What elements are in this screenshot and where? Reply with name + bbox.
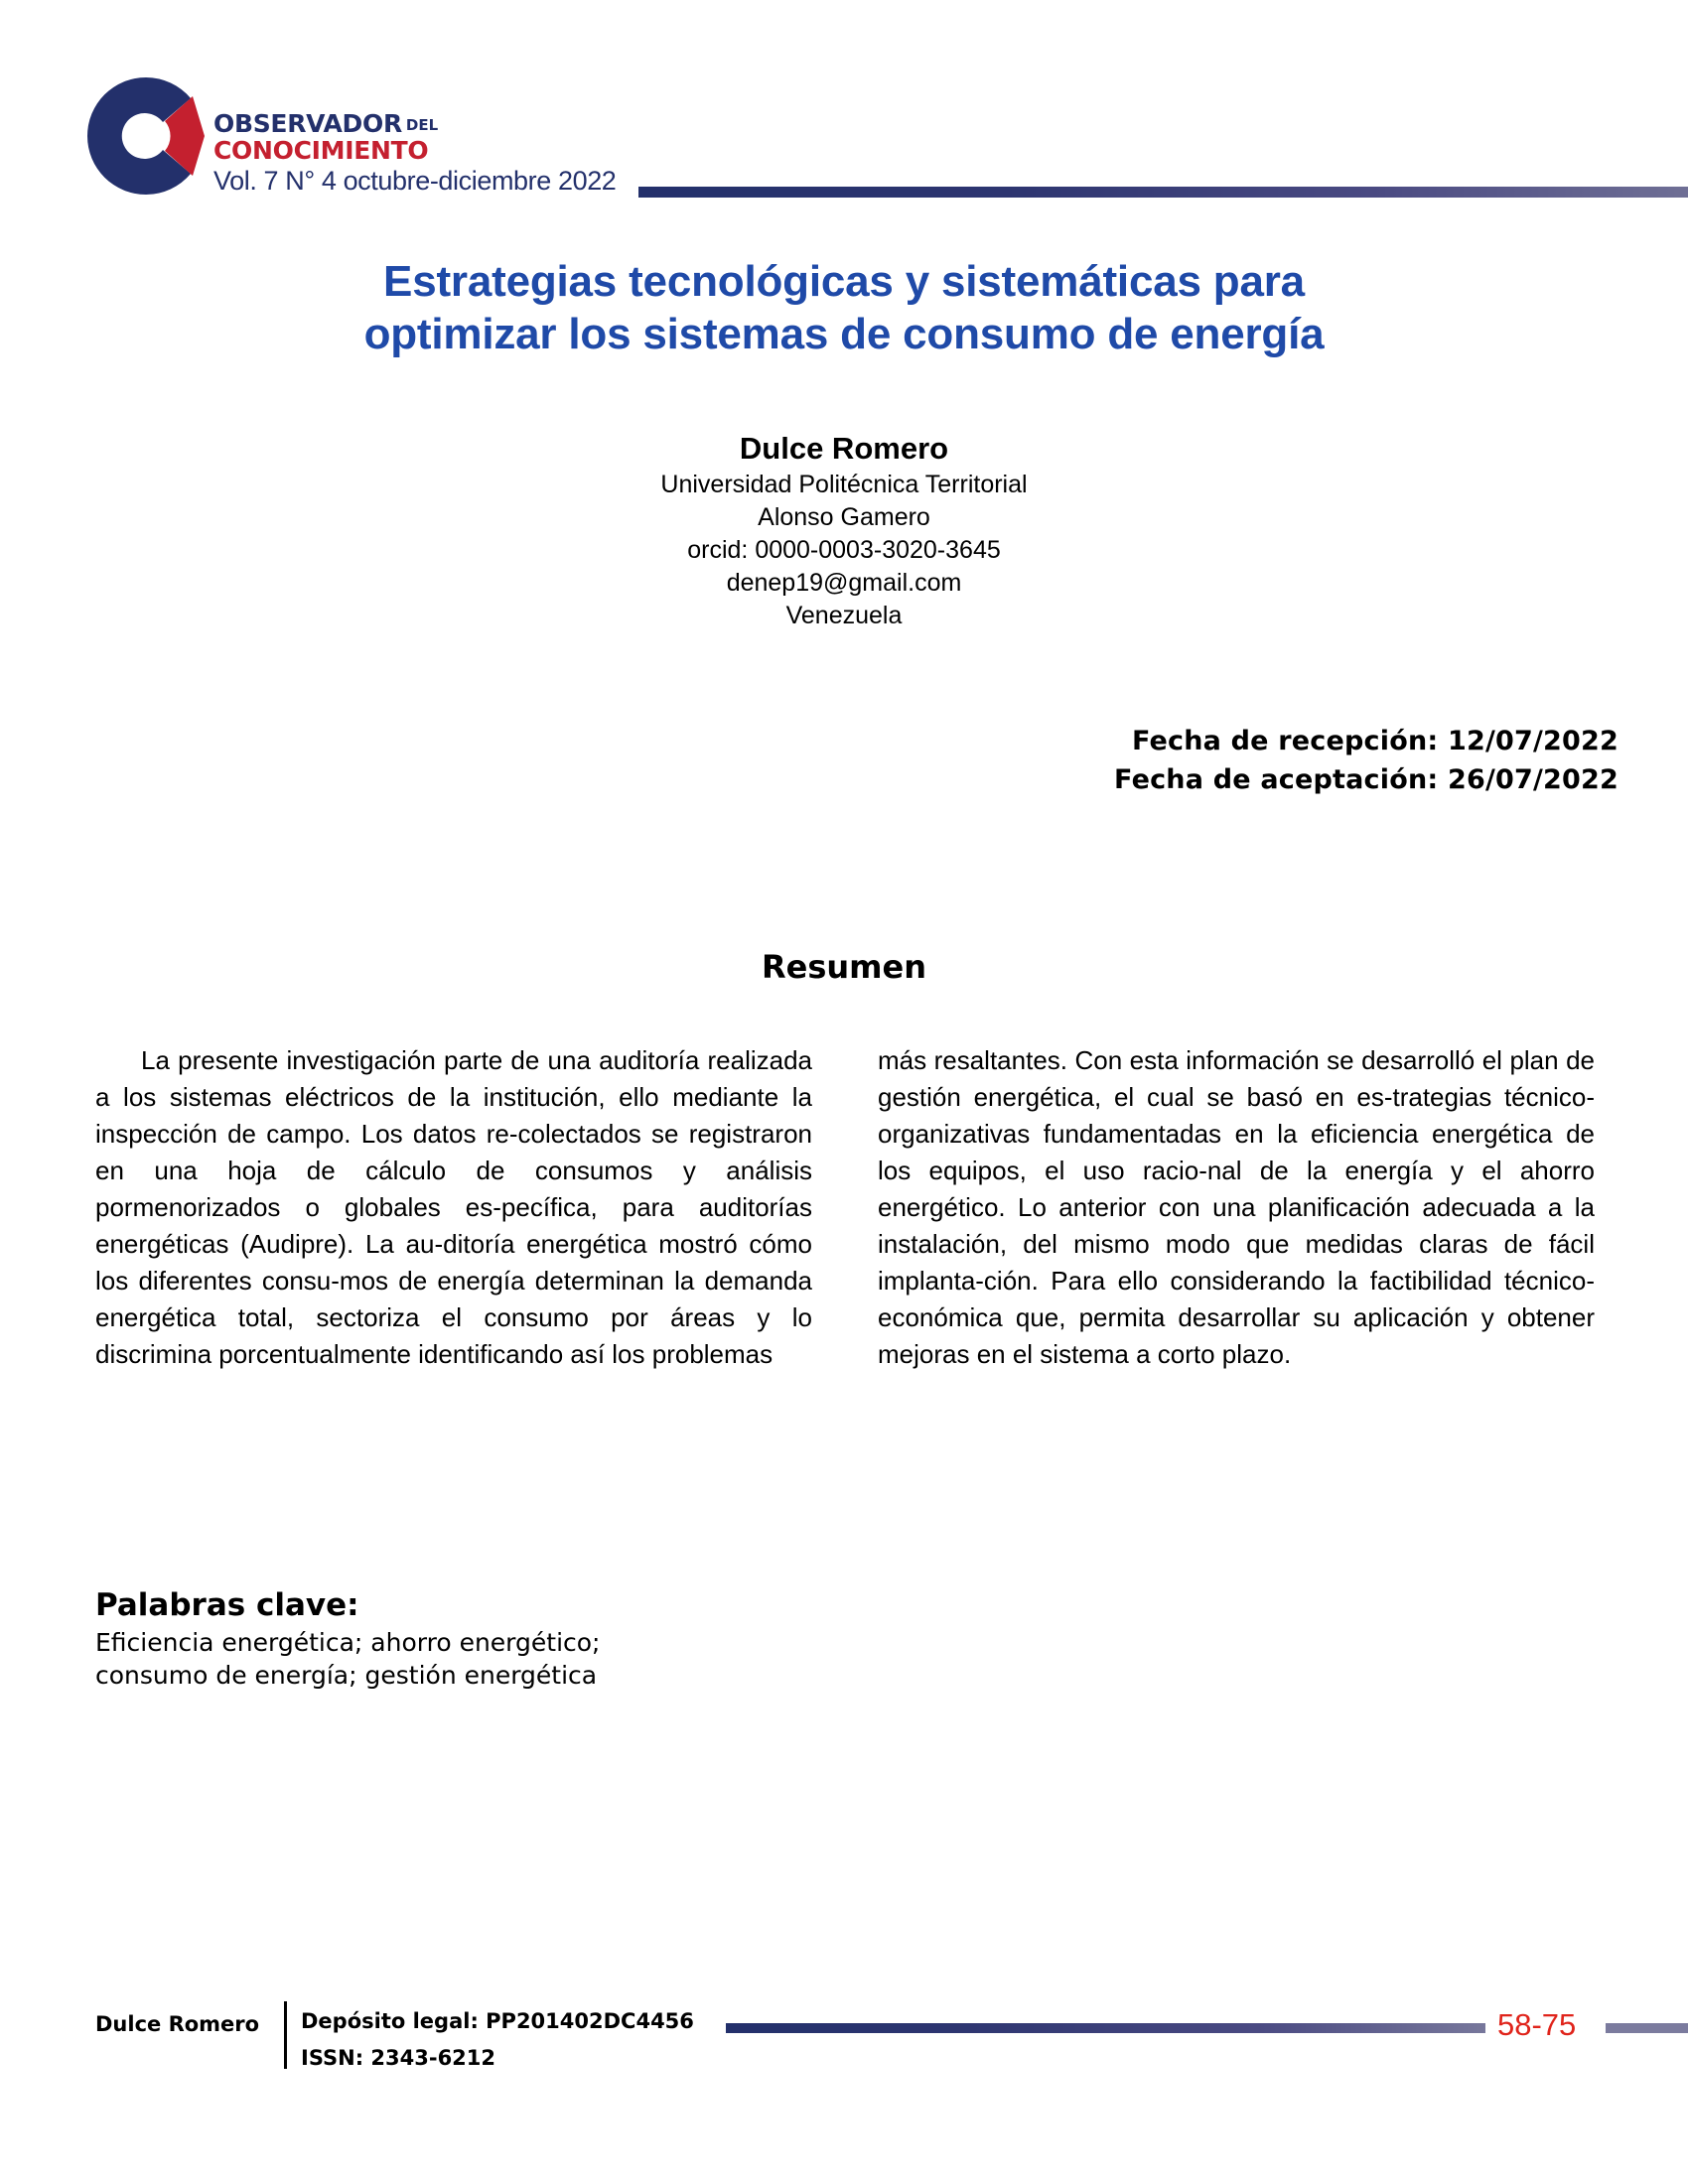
author-affiliation-line-1: Universidad Politécnica Territorial	[660, 471, 1028, 499]
author-block	[149, 429, 1539, 632]
abstract-paragraph-right: más resaltantes. Con esta información se desarrolló el plan de gestión energética, el cual se basó en es-trategias técnico-organizativas fundamentadas en la eficiencia energética de los equipos, el uso racio-nal de la energía y el ahorro energético. Lo anterior con una planificación adecuada a la instalación, del mismo modo que medidas claras de fácil implanta-ción. Para ello considerando la factibilidad técnico-económica que, permita desarrollar su aplicación y obtener mejoras en el sistema a corto plazo.	[878, 1045, 1595, 1370]
date-reception: Fecha de recepción: 12/07/2022	[1131, 726, 1618, 756]
page-footer	[0, 1981, 1688, 2101]
masthead-rule	[638, 187, 1688, 198]
author-orcid: orcid: 0000-0003-3020-3645	[687, 536, 1001, 565]
author-email: denep19@gmail.com	[726, 569, 962, 598]
footer-deposito-legal: Depósito legal: PP201402DC4456	[301, 2009, 694, 2033]
abstract-body	[95, 1042, 1595, 1373]
keywords-label: Palabras clave:	[95, 1587, 359, 1623]
wordmark-del: DEL	[405, 116, 439, 134]
footer-rule-end	[1606, 2023, 1688, 2033]
date-acceptance: Fecha de aceptación: 26/07/2022	[1114, 763, 1618, 795]
page-title	[149, 256, 1539, 361]
abstract-paragraph-left: La presente investigación parte de una auditoría realizada a los sistemas eléctricos de la institución, ello mediante la inspección de campo. Los datos re-colectados se registraron en una hoja de cálculo de consumos y análisis pormenorizados o globales es-pecífica, para auditorías energéticas (Audipre). La au-ditoría energética mostró cómo los diferentes consu-mos de energía determinan la demanda energética total, sectoriza el consumo por áreas y lo discrimina porcentualmente identificando así los problemas	[95, 1045, 812, 1370]
masthead-wordmark	[213, 111, 616, 195]
wordmark-conocimiento: CONOCIMIENTO	[213, 136, 429, 165]
footer-author: Dulce Romero	[95, 2012, 260, 2036]
author-name: Dulce Romero	[739, 431, 949, 466]
footer-rule	[726, 2023, 1485, 2033]
abstract-column-left	[95, 1042, 812, 1373]
masthead-issue: Vol. 7 N° 4 octubre-diciembre 2022	[213, 166, 617, 196]
footer-divider	[284, 2001, 287, 2069]
submission-dates	[1114, 723, 1618, 800]
abstract-column-right	[878, 1042, 1595, 1373]
abstract-heading: Resumen	[762, 948, 926, 986]
keywords-block	[95, 1586, 810, 1693]
masthead	[0, 0, 1688, 208]
author-country: Venezuela	[785, 602, 903, 630]
keywords-line-2: consumo de energía; gestión energética	[95, 1661, 598, 1691]
author-affiliation-line-2: Alonso Gamero	[758, 503, 930, 532]
title-line-1: Estrategias tecnológicas y sistemáticas para	[383, 257, 1305, 306]
footer-issn: ISSN: 2343-6212	[301, 2046, 496, 2071]
footer-page-range: 58-75	[1497, 2007, 1577, 2042]
footer-legal-block	[301, 2003, 694, 2078]
keywords-line-1: Eficiencia energética; ahorro energético;	[95, 1627, 601, 1657]
title-line-2: optimizar los sistemas de consumo de energía	[363, 309, 1325, 358]
wordmark-observador: OBSERVADOR DEL	[213, 109, 439, 138]
observador-c-logo-icon	[87, 77, 205, 195]
